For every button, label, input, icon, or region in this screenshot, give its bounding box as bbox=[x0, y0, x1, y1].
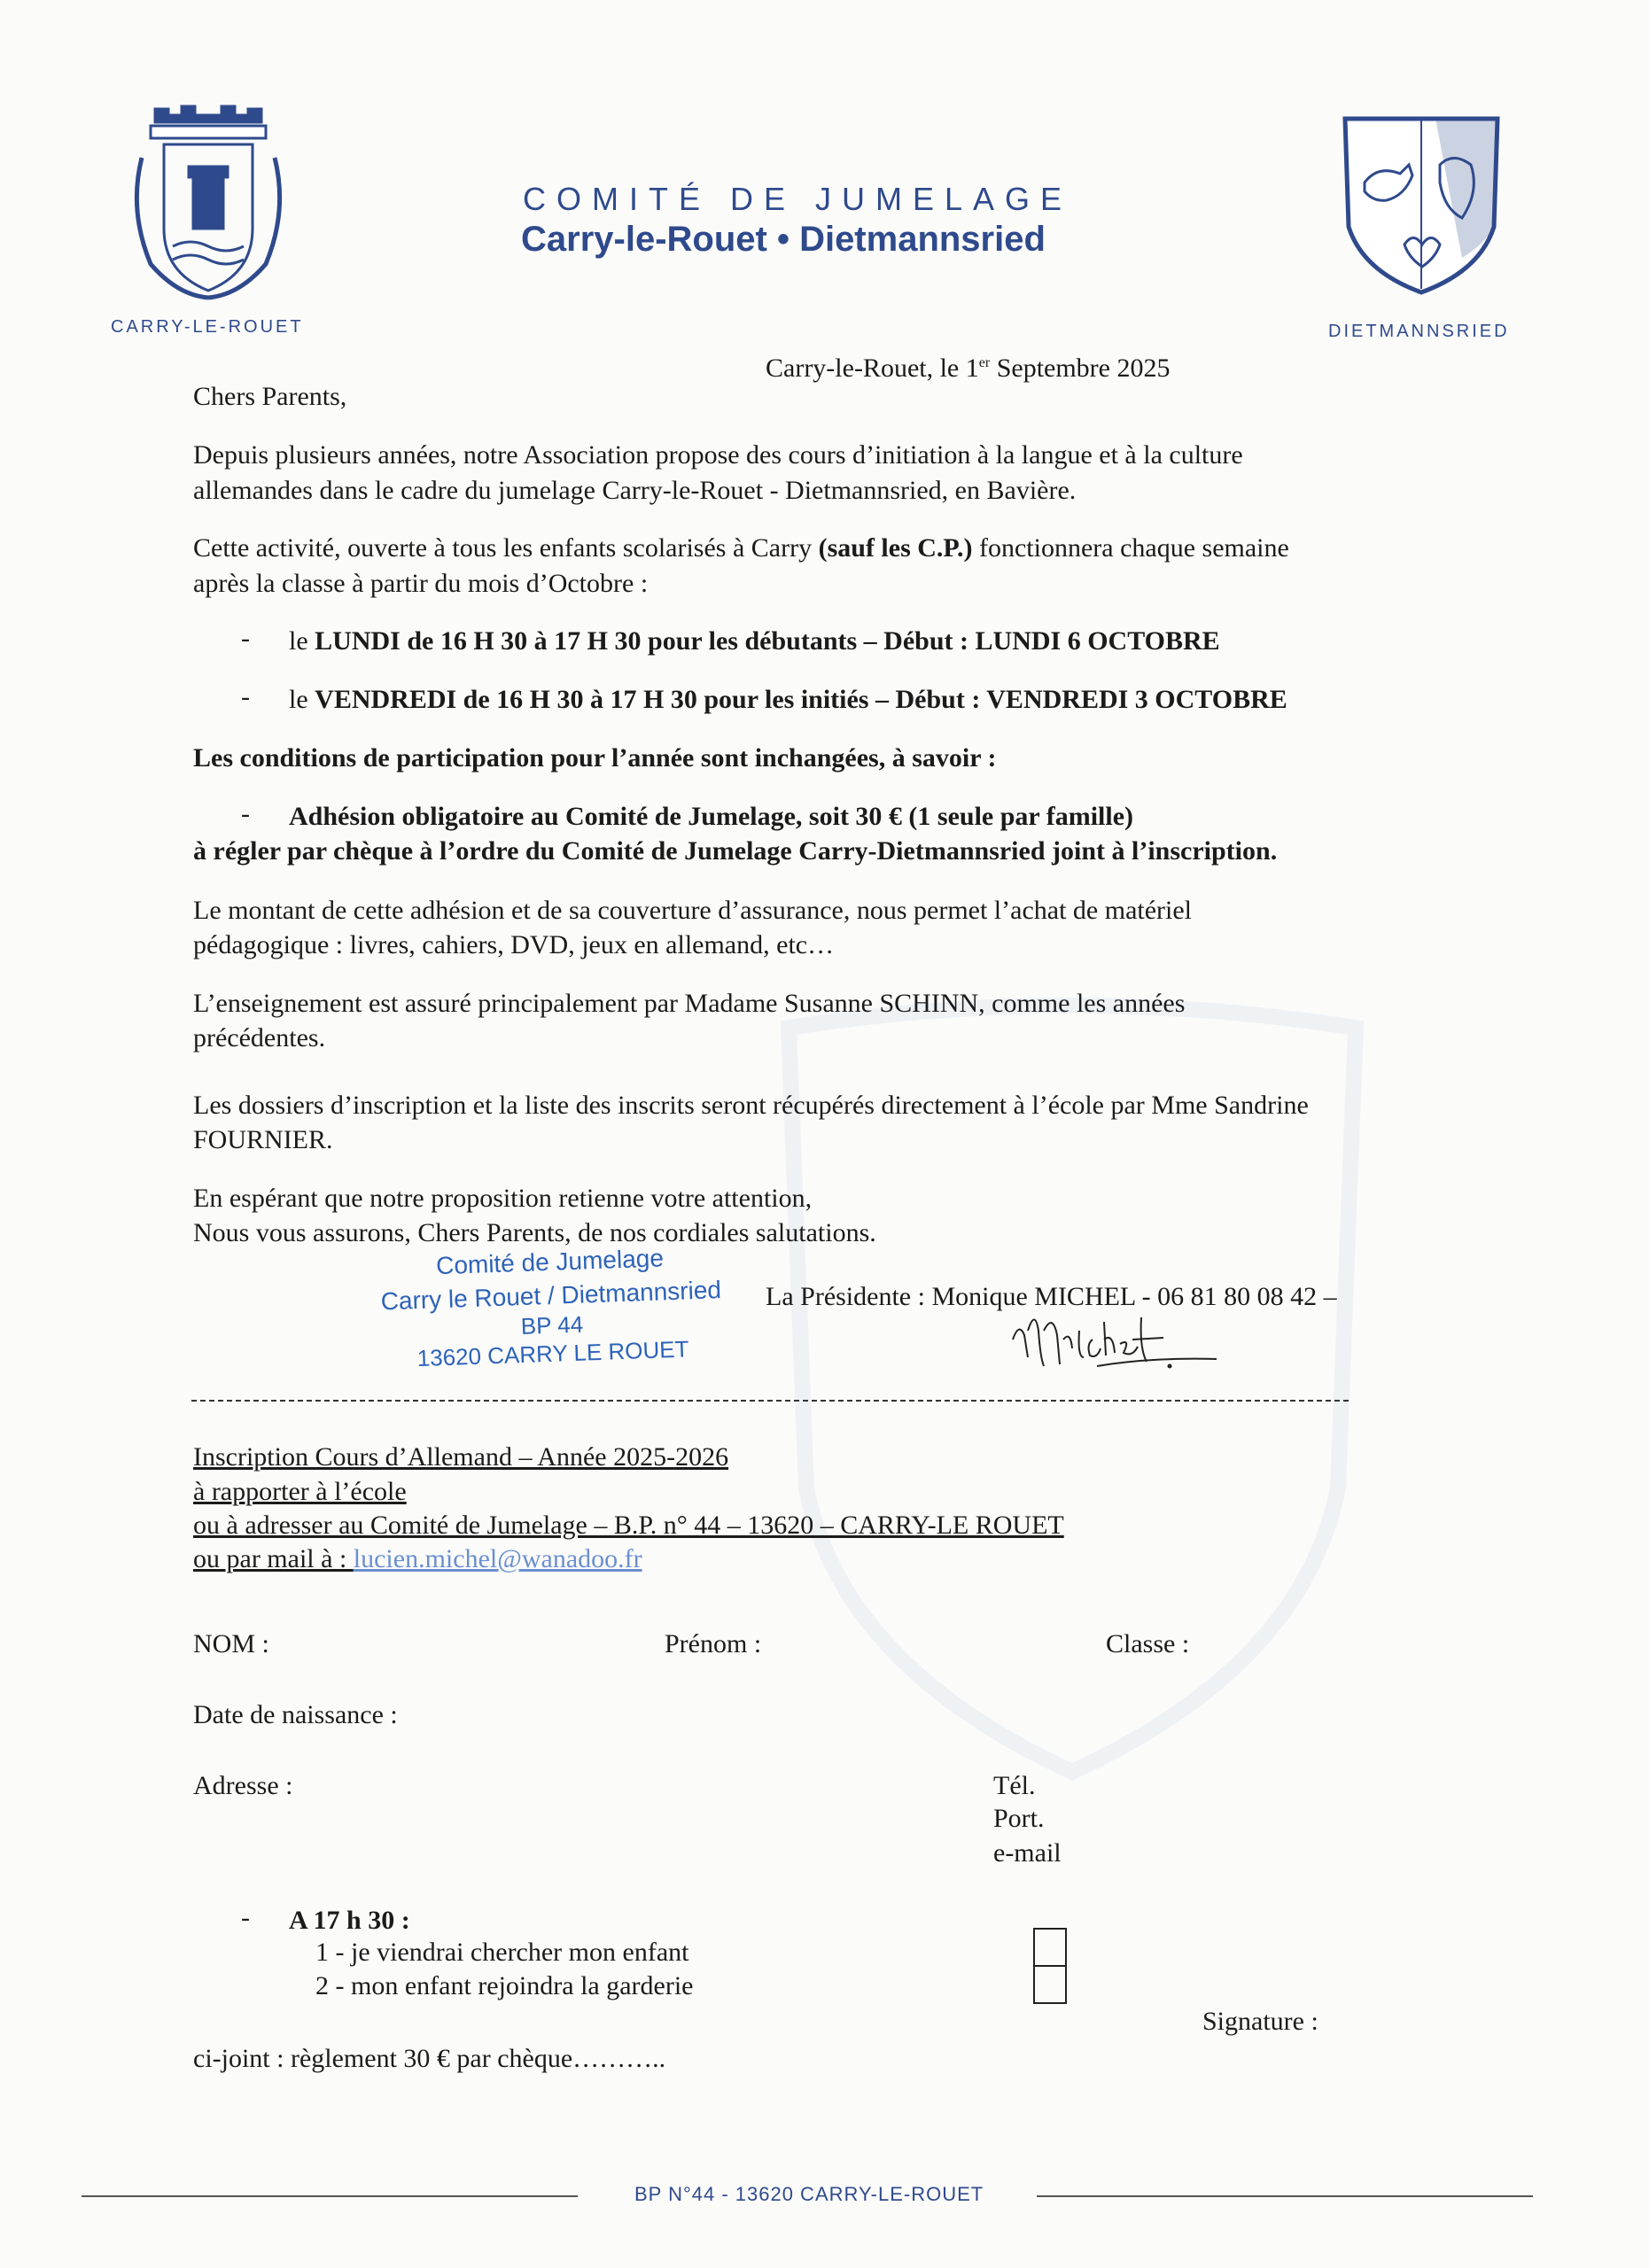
adhesion-line1: Adhésion obligatoire au Comité de Jumelage, soit 30 € (1 seule par famille) bbox=[289, 802, 1133, 831]
paragraph-dossiers-line2: FOURNIER. bbox=[193, 1125, 333, 1154]
right-crest-caption: DIETMANNSRIED bbox=[1328, 322, 1510, 341]
field-tel-label: Tél. bbox=[993, 1771, 1036, 1800]
paragraph-intro-line1: Depuis plusieurs années, notre Association propose des cours d’initiation à la langue et à la culture bbox=[193, 440, 1243, 470]
form-mail-line: ou par mail à : lucien.michel@wanadoo.fr bbox=[193, 1544, 642, 1573]
pickup-option-1: 1 - je viendrai chercher mon enfant bbox=[315, 1938, 689, 1967]
paragraph-cost-line2: pédagogique : livres, cahiers, DVD, jeux en allemand, etc… bbox=[193, 930, 835, 959]
pickup-option-1-checkbox[interactable] bbox=[1033, 1928, 1067, 1967]
committee-title: COMITÉ DE JUMELAGE bbox=[523, 181, 1073, 217]
paragraph-teacher-line1: L’enseignement est assuré principalement par Madame Susanne SCHINN, comme les années bbox=[193, 989, 1186, 1018]
stamp-line1: Comité de Jumelage bbox=[435, 1244, 665, 1280]
letter-date: Carry-le-Rouet, le 1er Septembre 2025 bbox=[766, 353, 1171, 383]
payment-line: ci-joint : règlement 30 € par chèque……….. bbox=[193, 2044, 666, 2073]
bullet-dash: - bbox=[241, 624, 250, 653]
greeting: Chers Parents, bbox=[193, 382, 347, 411]
stamp-line3: BP 44 bbox=[520, 1310, 584, 1340]
field-prenom-label: Prénom : bbox=[665, 1629, 762, 1658]
signature-label: Signature : bbox=[1202, 2007, 1318, 2036]
paragraph-intro-line2: allemandes dans le cadre du jumelage Carry-le-Rouet - Dietmannsried, en Bavière. bbox=[193, 476, 1077, 505]
conditions-heading: Les conditions de participation pour l’année sont inchangées, à savoir : bbox=[193, 743, 997, 773]
footer-rule-right bbox=[1037, 2195, 1533, 2197]
stamp-line4: 13620 CARRY LE ROUET bbox=[416, 1335, 689, 1372]
form-title: Inscription Cours d’Allemand – Année 2025-2026 bbox=[193, 1442, 729, 1472]
paragraph-activity-line2: après la classe à partir du mois d’Octobre : bbox=[193, 569, 649, 598]
paragraph-activity-line1: Cette activité, ouverte à tous les enfants scolarisés à Carry (sauf les C.P.) fonctionnera chaque semaine bbox=[193, 533, 1289, 563]
pickup-option-2: 2 - mon enfant rejoindra la garderie bbox=[315, 1971, 694, 2000]
field-naissance-label: Date de naissance : bbox=[193, 1700, 398, 1729]
twinning-towns-title: Carry-le-Rouet • Dietmannsried bbox=[521, 220, 1046, 259]
pickup-heading: A 17 h 30 : bbox=[289, 1906, 410, 1935]
email-link[interactable]: lucien.michel@wanadoo.fr bbox=[353, 1544, 642, 1573]
field-email-label: e-mail bbox=[993, 1838, 1062, 1868]
schedule-friday: le VENDREDI de 16 H 30 à 17 H 30 pour les initiés – Début : VENDREDI 3 OCTOBRE bbox=[289, 685, 1287, 714]
dietmannsried-crest-icon bbox=[1338, 112, 1505, 298]
closing-line1: En espérant que notre proposition retienne votre attention, bbox=[193, 1184, 813, 1213]
cut-line-separator bbox=[191, 1400, 1349, 1402]
handwritten-signature-icon bbox=[1008, 1304, 1221, 1386]
adhesion-line2: à régler par chèque à l’ordre du Comité de Jumelage Carry-Dietmannsried joint à l’inscription. bbox=[193, 836, 1278, 866]
association-stamp bbox=[368, 1240, 735, 1375]
closing-line2: Nous vous assurons, Chers Parents, de nos cordiales salutations. bbox=[193, 1218, 876, 1247]
paragraph-cost-line1: Le montant de cette adhésion et de sa couverture d’assurance, nous permet l’achat de matériel bbox=[193, 896, 1193, 925]
bullet-dash: - bbox=[241, 682, 250, 711]
paragraph-teacher-line2: précédentes. bbox=[193, 1023, 326, 1052]
field-adresse-label: Adresse : bbox=[193, 1771, 293, 1800]
field-nom-label: NOM : bbox=[193, 1629, 269, 1658]
field-classe-label: Classe : bbox=[1106, 1629, 1190, 1658]
footer-rule-left bbox=[82, 2195, 578, 2197]
form-postal-address: ou à adresser au Comité de Jumelage – B.P. n° 44 – 13620 – CARRY-LE ROUET bbox=[193, 1511, 1064, 1540]
carry-le-rouet-crest-icon bbox=[124, 105, 292, 304]
field-port-label: Port. bbox=[993, 1804, 1045, 1833]
footer-address: BP N°44 - 13620 CARRY-LE-ROUET bbox=[634, 2183, 984, 2205]
stamp-line2: Carry le Rouet / Dietmannsried bbox=[380, 1276, 722, 1316]
president-contact: La Présidente : Monique MICHEL - 06 81 80 08 42 – bbox=[766, 1282, 1337, 1311]
pickup-option-2-checkbox[interactable] bbox=[1033, 1965, 1067, 2004]
bullet-dash: - bbox=[241, 1903, 250, 1932]
paragraph-dossiers-line1: Les dossiers d’inscription et la liste des inscrits seront récupérés directement à l’école par Mme Sandrine bbox=[193, 1091, 1309, 1120]
bullet-dash: - bbox=[241, 799, 250, 828]
left-crest-caption: CARRY-LE-ROUET bbox=[111, 317, 304, 337]
form-return-school: à rapporter à l’école bbox=[193, 1477, 407, 1506]
schedule-monday: le LUNDI de 16 H 30 à 17 H 30 pour les débutants – Début : LUNDI 6 OCTOBRE bbox=[289, 626, 1220, 656]
